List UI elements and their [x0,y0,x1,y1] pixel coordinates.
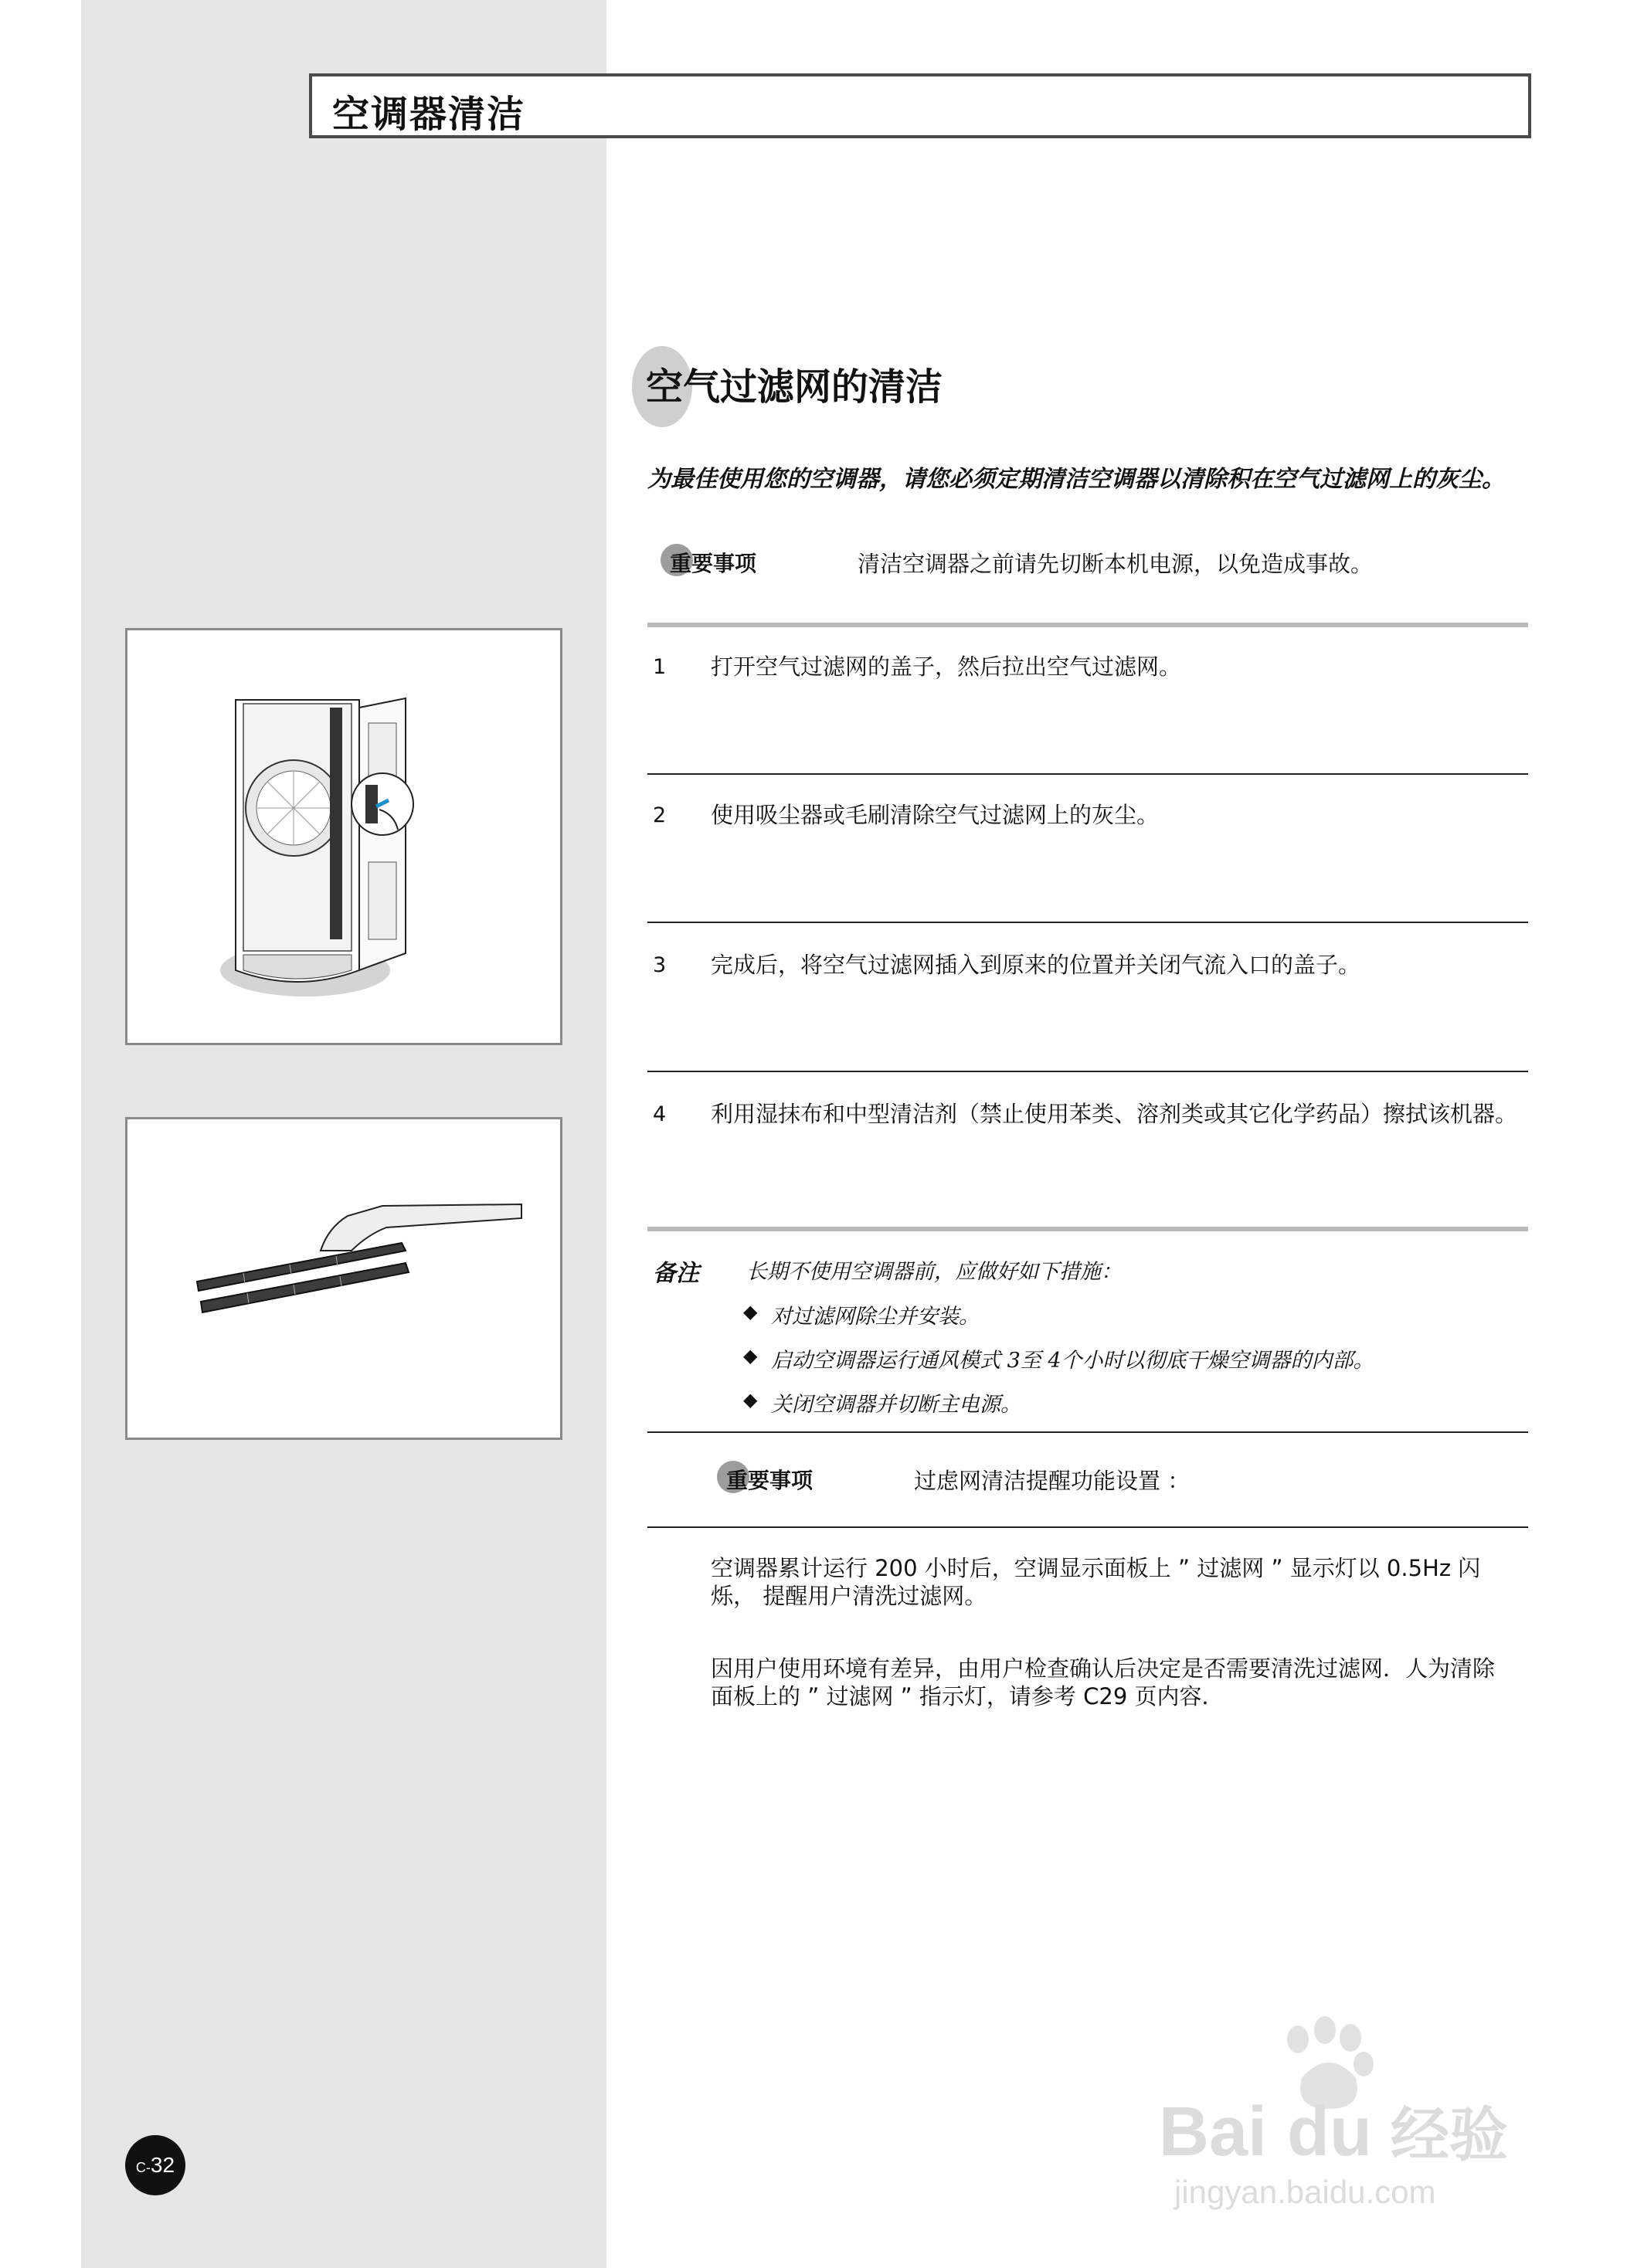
step-text: 利用湿抹布和中型清洁剂（禁止使用苯类、溶剂类或其它化学药品）擦拭该机器。 [711,1101,1518,1127]
chapter-title-box [309,73,1531,138]
important-badge-1 [661,547,756,578]
illustration-open-filter [125,628,562,1045]
divider [647,1071,1528,1072]
step-text: 使用吸尘器或毛刷清除空气过滤网上的灰尘。 [711,802,1160,828]
important-text-1: 清洁空调器之前请先切断本机电源，以免造成事故。 [858,551,1374,577]
page-number-badge [125,2135,185,2195]
note-bullet: 对过滤网除尘并安装。 [771,1305,980,1329]
intro-text: 为最佳使用您的空调器，请您必须定期清洁空调器以清除积在空气过滤网上的灰尘。 [647,466,1505,493]
reminder-paragraph-1: 空调器累计运行 200 小时后，空调显示面板上 ” 过滤网 ” 显示灯以 0.5Hz 闪烁， 提醒用户清洗过滤网。 [711,1555,1481,1609]
chapter-title: 空调器清洁 [332,93,526,136]
step-number: 2 [653,803,667,827]
important-label: 重要事项 [670,551,757,576]
divider [647,1227,1528,1231]
page-number: 32 [150,2153,175,2177]
divider [647,922,1528,923]
note-intro: 长期不使用空调器前，应做好如下措施： [746,1260,1122,1284]
note-label: 备注 [653,1260,699,1287]
divider [647,1526,1528,1528]
step-number: 3 [653,953,667,977]
filter-cleaning-illustration [127,1119,560,1438]
diamond-bullet-icon: ◆ [743,1301,758,1322]
divider [647,1431,1528,1433]
step-number: 1 [653,655,667,679]
diamond-bullet-icon: ◆ [743,1345,758,1367]
watermark-url: jingyan.baidu.com [1174,2174,1436,2210]
note-bullet: 关闭空调器并切断主电源。 [771,1393,1021,1417]
reminder-paragraph-2: 因用户使用环境有差异，由用户检查确认后决定是否需要清洗过滤网．人为清除面板上的 ” 过滤网 ” 指示灯，请参考 C29 页内容． [711,1655,1496,1709]
divider [647,773,1528,775]
step-text: 完成后，将空气过滤网插入到原来的位置并关闭气流入口的盖子。 [711,952,1361,978]
note-bullet: 启动空调器运行通风模式 3至 4个小时以彻底干燥空调器的内部。 [771,1349,1374,1373]
diamond-bullet-icon: ◆ [743,1389,758,1411]
divider [647,623,1528,627]
baidu-watermark [1143,1993,1545,2225]
step-text: 打开空气过滤网的盖子，然后拉出空气过滤网。 [711,654,1182,680]
important-label: 重要事项 [726,1468,814,1493]
watermark-brand-right: du [1287,2093,1372,2171]
step-number: 4 [653,1102,667,1126]
watermark-cn: 经验 [1391,2100,1508,2169]
section-title: 空气过滤网的清洁 [646,365,943,409]
page-prefix: C- [135,2160,151,2175]
important-badge-2 [717,1464,813,1495]
important-text-2: 过虑网清洁提醒功能设置 ： [914,1468,1191,1494]
illustration-vacuum-filter [125,1117,562,1440]
watermark-brand-left: Bai [1159,2093,1268,2171]
air-conditioner-illustration [127,630,560,1043]
